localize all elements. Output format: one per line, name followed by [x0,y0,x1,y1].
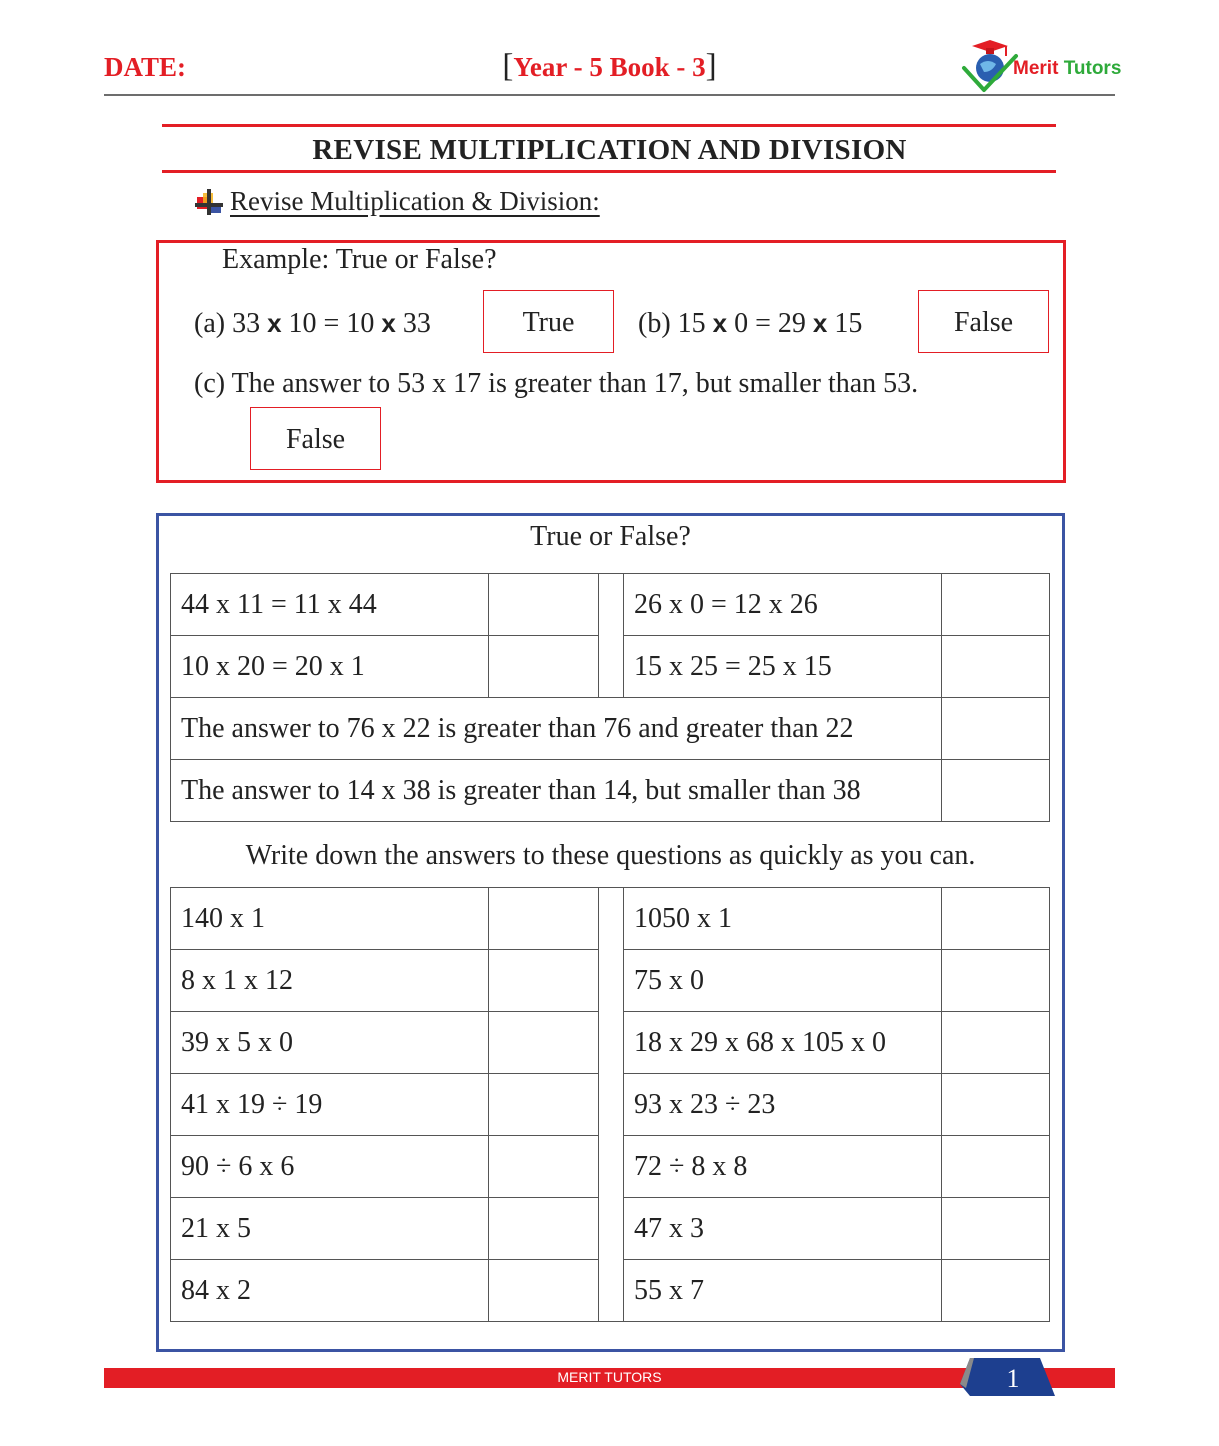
example-c-question: (c) The answer to 53 x 17 is greater than 17, but smaller than 53. [194,368,919,399]
quick-answers-table [170,887,1050,1322]
tf-answer-cell[interactable] [942,574,1050,636]
column-gap [599,574,624,698]
date-label: DATE: [104,52,187,82]
column-gap [599,888,624,1322]
quick-left-question: 39 x 5 x 0 [171,1012,489,1074]
quick-heading: Write down the answers to these questions as quickly as you can. [245,840,976,871]
quick-answer-cell[interactable] [942,1074,1050,1136]
book-title: Year - 5 Book - 3 [513,52,706,82]
quick-left-question: 84 x 2 [171,1260,489,1322]
quick-answer-cell[interactable] [489,888,599,950]
logo-tutors: Tutors [1063,58,1122,79]
logo-merit: Merit [1013,58,1059,79]
table-row [171,888,1050,950]
page-title: REVISE MULTIPLICATION AND DIVISION [312,134,907,166]
title-rule-top [162,124,1056,127]
example-a-label: (a) 33 [194,308,261,339]
quick-answer-cell[interactable] [489,950,599,1012]
quick-left-question: 140 x 1 [171,888,489,950]
example-b-end: 15 [834,308,863,339]
tf-right-question: 26 x 0 = 12 x 26 [624,574,942,636]
quick-left-question: 8 x 1 x 12 [171,950,489,1012]
example-b-answer: False [918,290,1049,353]
tf-answer-cell[interactable] [489,574,599,636]
quick-answer-cell[interactable] [489,1074,599,1136]
quick-right-question: 1050 x 1 [624,888,942,950]
example-b-mid: 0 = 29 [734,308,806,339]
tf-right-question: 15 x 25 = 25 x 15 [624,636,942,698]
quick-right-question: 18 x 29 x 68 x 105 x 0 [624,1012,942,1074]
example-a-end: 33 [402,308,431,339]
example-b-question [638,308,862,340]
quick-right-question: 47 x 3 [624,1198,942,1260]
page-number: 1 [1006,1364,1020,1393]
quick-right-question: 75 x 0 [624,950,942,1012]
quick-answer-cell[interactable] [489,1012,599,1074]
title-rule-bottom [162,170,1056,173]
tf-answer-cell[interactable] [489,636,599,698]
tf-statement: The answer to 14 x 38 is greater than 14, but smaller than 38 [171,760,942,822]
logo-text [1013,58,1121,80]
true-false-heading: True or False? [530,521,691,552]
example-a-answer: True [483,290,614,353]
example-a-question [194,308,431,340]
tf-answer-cell[interactable] [942,698,1050,760]
tf-answer-cell[interactable] [942,760,1050,822]
example-b-label: (b) 15 [638,308,706,339]
quick-answer-cell[interactable] [942,1198,1050,1260]
subheading: Revise Multiplication & Division: [230,186,600,216]
example-b-times-1: x [712,308,728,338]
quick-answer-cell[interactable] [942,1136,1050,1198]
quick-answer-cell[interactable] [942,950,1050,1012]
footer-text: MERIT TUTORS [557,1369,662,1385]
example-heading: Example: True or False? [222,244,497,275]
quick-answer-cell[interactable] [489,1198,599,1260]
true-false-table [170,573,1050,822]
header-rule [104,94,1115,96]
table-row [171,760,1050,822]
quick-answer-cell[interactable] [489,1260,599,1322]
quick-left-question: 41 x 19 ÷ 19 [171,1074,489,1136]
quick-answer-cell[interactable] [942,888,1050,950]
tf-statement: The answer to 76 x 22 is greater than 76 and greater than 22 [171,698,942,760]
example-a-times-2: x [381,308,396,338]
quick-right-question: 72 ÷ 8 x 8 [624,1136,942,1198]
tf-answer-cell[interactable] [942,636,1050,698]
bullet-icon [195,189,223,215]
example-a-mid: 10 = 10 [288,308,375,339]
example-a-times-1: x [267,308,282,338]
example-c-answer: False [250,407,381,470]
book-bracket-open: [ [502,48,514,84]
example-b-times-2: x [812,308,828,338]
quick-right-question: 55 x 7 [624,1260,942,1322]
quick-left-question: 21 x 5 [171,1198,489,1260]
quick-answer-cell[interactable] [489,1136,599,1198]
book-bracket-close: ] [705,48,717,84]
quick-right-question: 93 x 23 ÷ 23 [624,1074,942,1136]
tf-left-question: 44 x 11 = 11 x 44 [171,574,489,636]
tf-left-question: 10 x 20 = 20 x 1 [171,636,489,698]
quick-answer-cell[interactable] [942,1260,1050,1322]
table-row [171,574,1050,636]
quick-left-question: 90 ÷ 6 x 6 [171,1136,489,1198]
quick-answer-cell[interactable] [942,1012,1050,1074]
table-row [171,698,1050,760]
